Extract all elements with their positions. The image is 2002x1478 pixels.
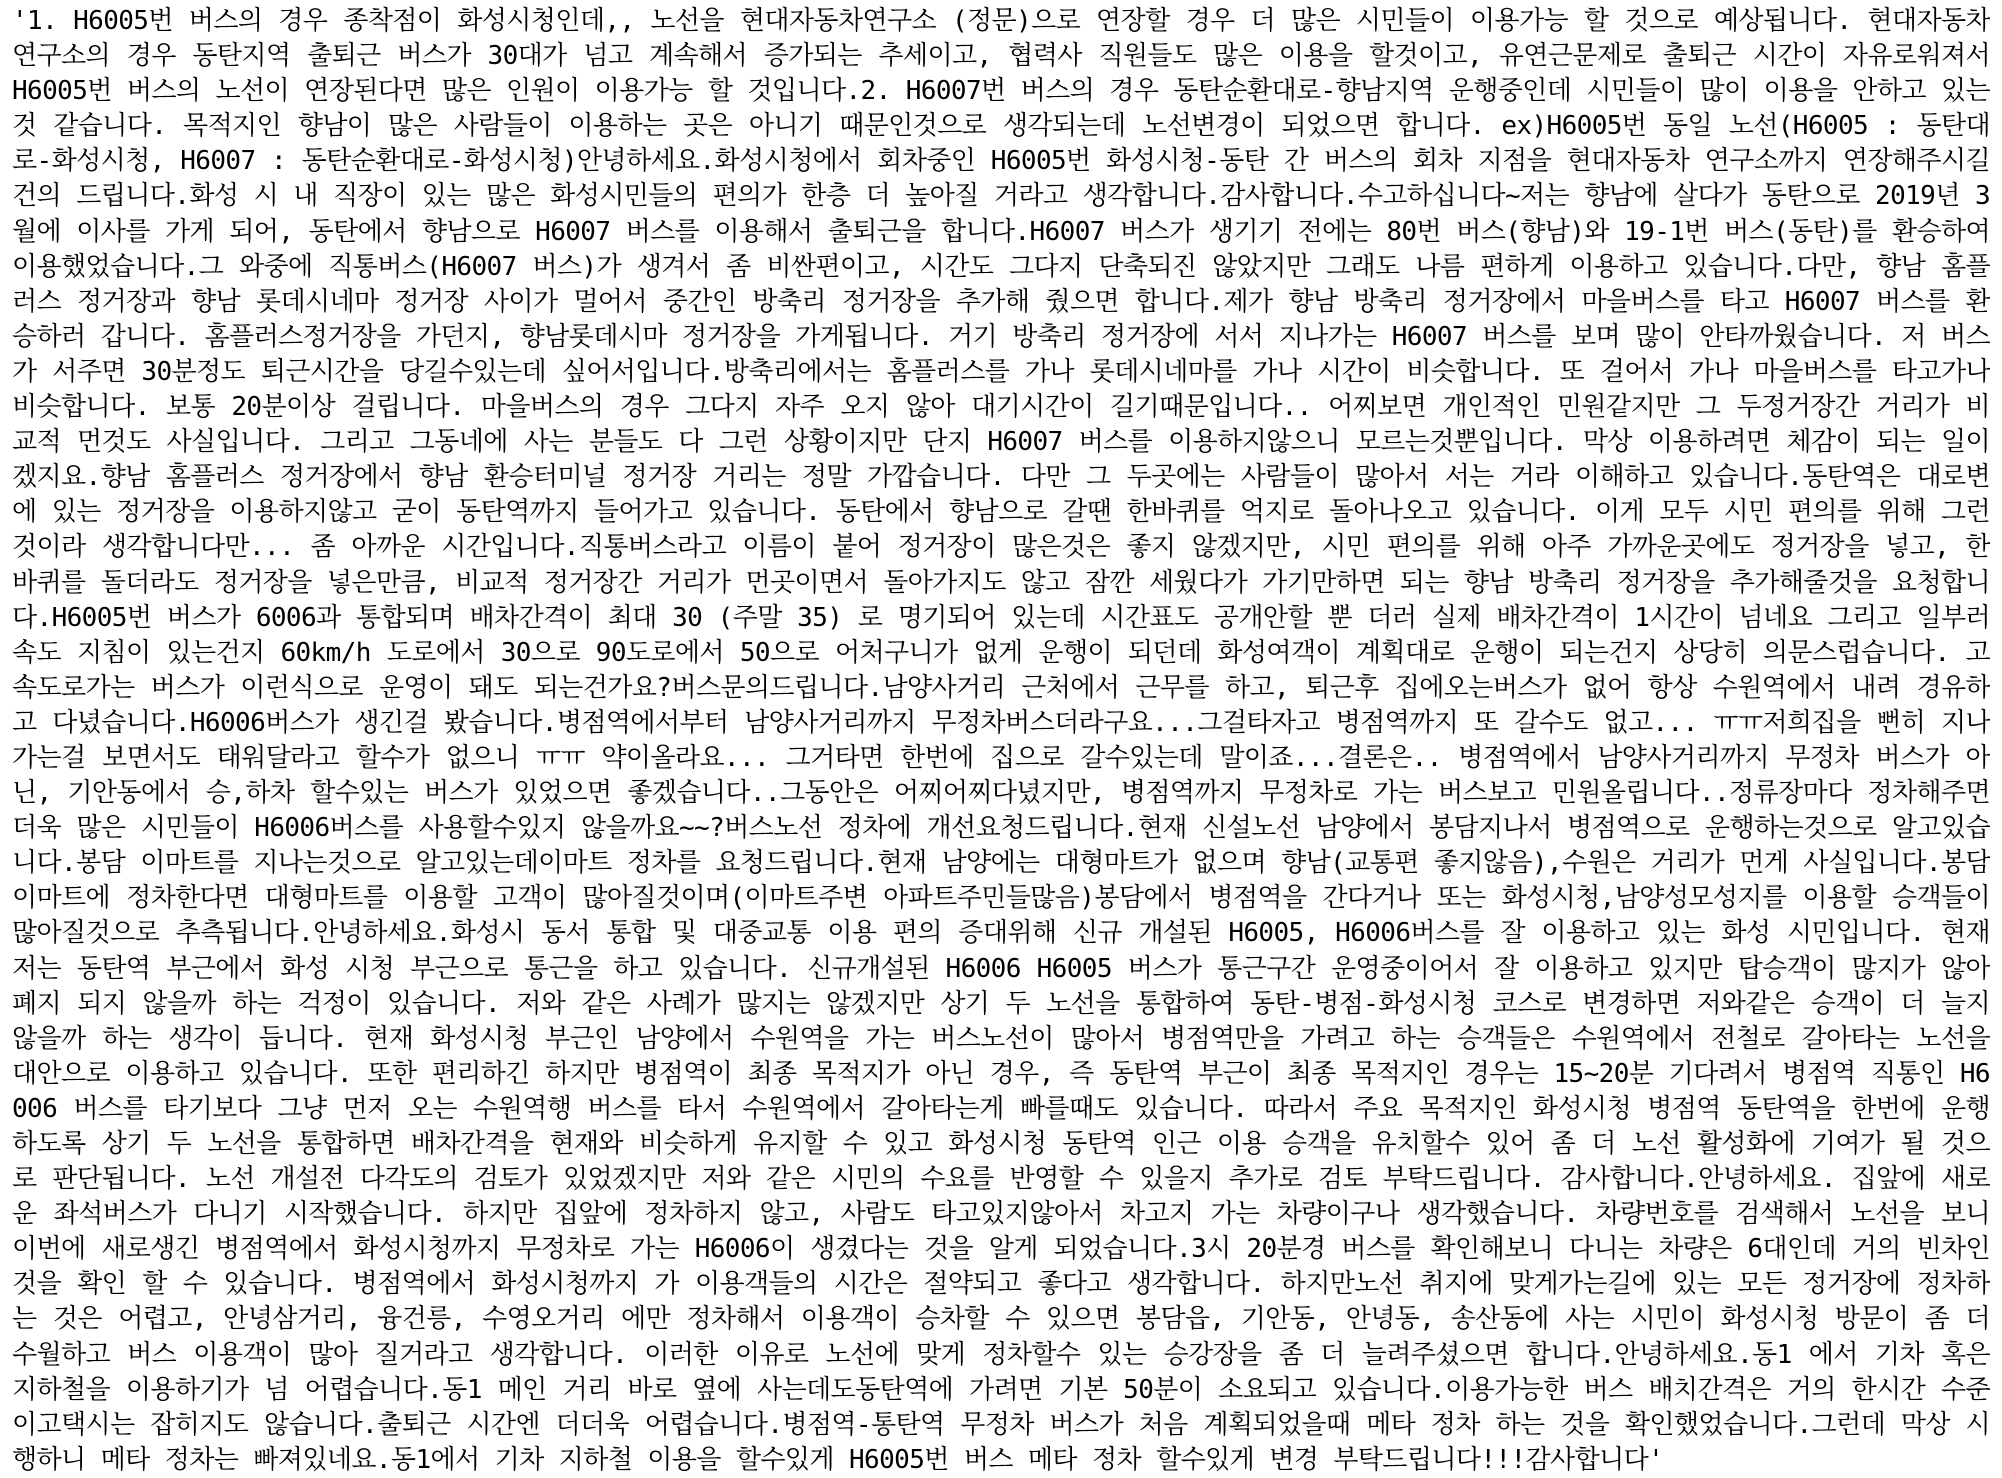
document-body-text: '1. H6005번 버스의 경우 종착점이 화성시청인데,, 노선을 현대자동차연구소 (정문)으로 연장할 경우 더 많은 시민들이 이용가능 할 것으로 예상됩니다. 현대자동차 연구소의 경우 동탄지역 출퇴근 버스가 30대가 넘고 계속해서 증가되는 추세이고, 협력사 직원들도 많은 이용을 할것이고, 유연근문제로 출퇴근 시간이 자유로워져서 H6005번 버스의 노선이 연장된다면 많은 인원이 이용가능 할 것입니다.2. H6007번 버스의 경우 동탄순환대로-향남지역 운행중인데 시민들이 많이 이용을 안하고 있는 것 같습니다. 목적지인 향남이 많은 사람들이 이용하는 곳은 아니기 때문인것으로 생각되는데 노선변경이 되었으면 합니다. ex)H6005번 동일 노선(H6005 : 동탄대로-화성시청, H6007 : 동탄순환대로-화성시청)안녕하세요.화성시청에서 회차중인 H6005번 화성시청-동탄 간 버스의 회차 지점을 현대자동차 연구소까지 연장해주시길 건의 드립니다.화성 시 내 직장이 있는 많은 화성시민들의 편의가 한층 더 높아질 거라고 생각합니다.감사합니다.수고하십니다~저는 향남에 살다가 동탄으로 2019년 3월에 이사를 가게 되어, 동탄에서 향남으로 H6007 버스를 이용해서 출퇴근을 합니다.H6007 버스가 생기기 전에는 80번 버스(향남)와 19-1번 버스(동탄)를 환승하여 이용했었습니다.그 와중에 직통버스(H6007 버스)가 생겨서 좀 비싼편이고, 시간도 그다지 단축되진 않았지만 그래도 나름 편하게 이용하고 있습니다.다만, 향남 홈플러스 정거장과 향남 롯데시네마 정거장 사이가 멀어서 중간인 방축리 정거장을 추가해 줬으면 합니다.제가 향남 방축리 정거장에서 마을버스를 타고 H6007 버스를 환승하러 갑니다. 홈플러스정거장을 가던지, 향남롯데시마 정거장을 가게됩니다. 거기 방축리 정거장에 서서 지나가는 H6007 버스를 보며 많이 안타까웠습니다. 저 버스가 서주면 30분정도 퇴근시간을 당길수있는데 싶어서입니다.방축리에서는 홈플러스를 가나 롯데시네마를 가나 시간이 비슷합니다. 또 걸어서 가나 마을버스를 타고가나 비슷합니다. 보통 20분이상 걸립니다. 마을버스의 경우 그다지 자주 오지 않아 대기시간이 길기때문입니다.. 어찌보면 개인적인 민원같지만 그 두정거장간 거리가 비교적 먼것도 사실입니다. 그리고 그동네에 사는 분들도 다 그런 상황이지만 단지 H6007 버스를 이용하지않으니 모르는것뿐입니다. 막상 이용하려면 체감이 되는 일이겠지요.향남 홈플러스 정거장에서 향남 환승터미널 정거장 거리는 정말 가깝습니다. 다만 그 두곳에는 사람들이 많아서 서는 거라 이해하고 있습니다.동탄역은 대로변에 있는 정거장을 이용하지않고 굳이 동탄역까지 들어가고 있습니다. 동탄에서 향남으로 갈땐 한바퀴를 억지로 돌아나오고 있습니다. 이게 모두 시민 편의를 위해 그런것이라 생각합니다만... 좀 아까운 시간입니다.직통버스라고 이름이 붙어 정거장이 많은것은 좋지 않겠지만, 시민 편의를 위해 아주 가까운곳에도 정거장을 넣고, 한바퀴를 돌더라도 정거장을 넣은만큼, 비교적 정거장간 거리가 먼곳이면서 돌아가지도 않고 잠깐 세웠다가 가기만하면 되는 향남 방축리 정거장을 추가해줄것을 요청합니다.H6005번 버스가 6006과 통합되며 배차간격이 최대 30 (주말 35) 로 명기되어 있는데 시간표도 공개안할 뿐 더러 실제 배차간격이 1시간이 넘네요 그리고 일부러 속도 지침이 있는건지 60km/h 도로에서 30으로 90도로에서 50으로 어처구니가 없게 운행이 되던데 화성여객이 계획대로 운행이 되는건지 상당히 의문스럽습니다. 고속도로가는 버스가 이런식으로 운영이 돼도 되는건가요?버스문의드립니다.남양사거리 근처에서 근무를 하고, 퇴근후 집에오는버스가 없어 항상 수원역에서 내려 경유하고 다녔습니다.H6006버스가 생긴걸 봤습니다.병점역에서부터 남양사거리까지 무정차버스더라구요...그걸타자고 병점역까지 또 갈수도 없고... ㅠㅠ저희집을 뻔히 지나가는걸 보면서도 태워달라고 할수가 없으니 ㅠㅠ 약이올라요... 그거타면 한번에 집으로 갈수있는데 말이죠...결론은.. 병점역에서 남양사거리까지 무정차 버스가 아닌, 기안동에서 승,하차 할수있는 버스가 있었으면 좋겠습니다..그동안은 어찌어찌다녔지만, 병점역까지 무정차로 가는 버스보고 민원올립니다..정류장마다 정차해주면 더욱 많은 시민들이 H6006버스를 사용할수있지 않을까요~~?버스노선 정차에 개선요청드립니다.현재 신설노선 남양에서 봉담지나서 병점역으로 운행하는것으로 알고있습니다.봉담 이마트를 지나는것으로 알고있는데이마트 정차를 요청드립니다.현재 남양에는 대형마트가 없으며 향남(교통편 좋지않음),수원은 거리가 먼게 사실입니다.봉담이마트에 정차한다면 대형마트를 이용할 고객이 많아질것이며(이마트주변 아파트주민들많음)봉담에서 병점역을 간다거나 또는 화성시청,남양성모성지를 이용할 승객들이 많아질것으로 추측됩니다.안녕하세요.화성시 동서 통합 및 대중교통 이용 편의 증대위해 신규 개설된 H6005, H6006버스를 잘 이용하고 있는 화성 시민입니다. 현재 저는 동탄역 부근에서 화성 시청 부근으로 통근을 하고 있습니다. 신규개설된 H6006 H6005 버스가 통근구간 운영중이어서 잘 이용하고 있지만 탑승객이 많지가 않아 폐지 되지 않을까 하는 걱정이 있습니다. 저와 같은 사례가 많지는 않겠지만 상기 두 노선을 통합하여 동탄-병점-화성시청 코스로 변경하면 저와같은 승객이 더 늘지 않을까 하는 생각이 듭니다. 현재 화성시청 부근인 남양에서 수원역을 가는 버스노선이 많아서 병점역만을 가려고 하는 승객들은 수원역에서 전철로 갈아타는 노선을 대안으로 이용하고 있습니다. 또한 편리하긴 하지만 병점역이 최종 목적지가 아닌 경우, 즉 동탄역 부근이 최종 목적지인 경우는 15~20분 기다려서 병점역 직통인 H6006 버스를 타기보다 그냥 먼저 오는 수원역행 버스를 타서 수원역에서 갈아타는게 빠를때도 있습니다. 따라서 주요 목적지인 화성시청 병점역 동탄역을 한번에 운행하도록 상기 두 노선을 통합하면 배차간격을 현재와 비슷하게 유지할 수 있고 화성시청 동탄역 인근 이용 승객을 유치할수 있어 좀 더 노선 활성화에 기여가 될 것으로 판단됩니다. 노선 개설전 다각도의 검토가 있었겠지만 저와 같은 시민의 수요를 반영할 수 있을지 추가로 검토 부탁드립니다. 감사합니다.안녕하세요. 집앞에 새로운 좌석버스가 다니기 시작했습니다. 하지만 집앞에 정차하지 않고, 사람도 타고있지않아서 차고지 가는 차량이구나 생각했습니다. 차량번호를 검색해서 노선을 보니 이번에 새로생긴 병점역에서 화성시청까지 무정차로 가는 H6006이 생겼다는 것을 알게 되었습니다.3시 20분경 버스를 확인해보니 다니는 차량은 6대인데 거의 빈차인것을 확인 할 수 있습니다. 병점역에서 화성시청까지 가 이용객들의 시간은 절약되고 좋다고 생각합니다. 하지만노선 취지에 맞게가는길에 있는 모든 정거장에 정차하는 것은 어렵고, 안녕삼거리, 융건릉, 수영오거리 에만 정차해서 이용객이 승차할 수 있으면 봉담읍, 기안동, 안녕동, 송산동에 사는 시민이 화성시청 방문이 좀 더 수월하고 버스 이용객이 많아 질거라고 생각합니다. 이러한 이유로 노선에 맞게 정차할수 있는 승강장을 좀 더 늘려주셨으면 합니다.안녕하세요.동1 에서 기차 혹은 지하철을 이용하기가 넘 어렵습니다.동1 메인 거리 바로 옆에 사는데도동탄역에 가려면 기본 50분이 소요되고 있습니다.이용가능한 버스 배치간격은 거의 한시간 수준이고택시는 잡히지도 않습니다.출퇴근 시간엔 더더욱 어렵습니다.병점역-통탄역 무정차 버스가 처음 계획되었을때 메타 정차 하는 것을 확인했었습니다.그런데 막상 시행하니 메타 정차는 빠져있네요.동1에서 기차 지하철 이용을 할수있게 H6005번 버스 메타 정차 할수있게 변경 부탁드립니다!!!감사합니다'	[12, 6, 1990, 1474]
